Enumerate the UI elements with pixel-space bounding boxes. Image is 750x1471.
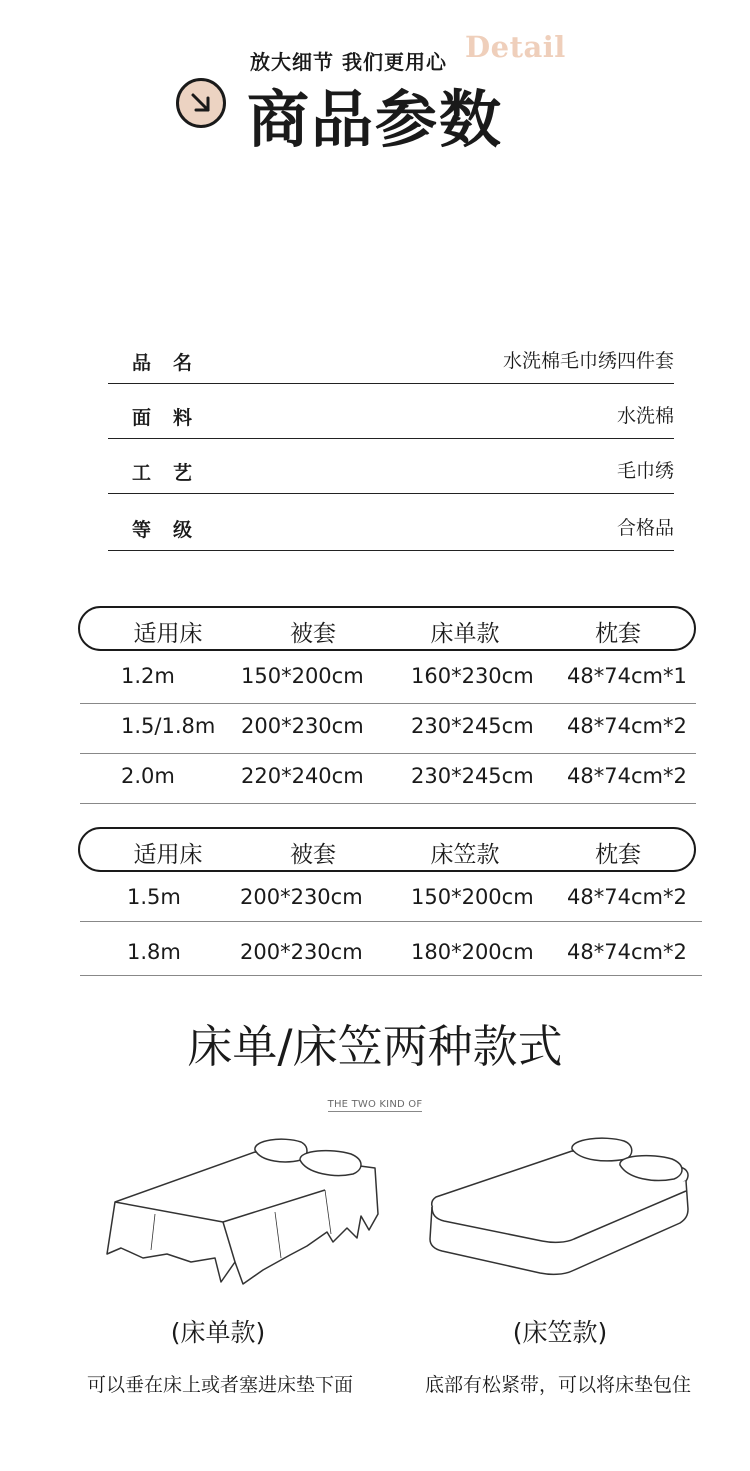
- fitted-sheet-label: (床笠款): [512, 1318, 608, 1347]
- table-row: [80, 753, 696, 804]
- flat-sheet-description: 可以垂在床上或者塞进床垫下面: [86, 1374, 353, 1396]
- info-value: 水洗棉: [616, 405, 674, 427]
- fitted-sheet-description: 底部有松紧带，可以将床垫包住: [424, 1374, 691, 1396]
- table-row: [80, 653, 696, 704]
- info-key: 等级: [132, 519, 215, 541]
- table-row: [80, 703, 696, 754]
- info-key: 品名: [132, 352, 215, 374]
- table-cell: 200*230cm: [240, 885, 363, 909]
- header-cell: 床单款: [430, 621, 500, 647]
- table-cell: 230*245cm: [411, 764, 534, 788]
- header-cell: 枕套: [595, 621, 641, 647]
- info-key: 工艺: [132, 462, 215, 484]
- table-cell: 150*200cm: [241, 664, 364, 688]
- info-row: [108, 327, 674, 384]
- header-cell: 适用床: [133, 842, 203, 868]
- table-cell: 48*74cm*2: [567, 940, 687, 964]
- detail-word: Detail: [465, 30, 566, 64]
- table-cell: 160*230cm: [411, 664, 534, 688]
- table-cell: 48*74cm*1: [567, 664, 687, 688]
- info-value: 毛巾绣: [616, 460, 674, 482]
- header-subtitle: 放大细节 我们更用心: [250, 50, 447, 74]
- table-cell: 1.8m: [127, 940, 181, 964]
- info-row: [108, 494, 674, 551]
- flat-sheet-bed-illustration: [95, 1130, 385, 1300]
- table-header: [78, 606, 696, 651]
- table-cell: 48*74cm*2: [567, 764, 687, 788]
- table-row: [80, 921, 702, 976]
- table-cell: 220*240cm: [241, 764, 364, 788]
- header-cell: 适用床: [133, 621, 203, 647]
- table-cell: 48*74cm*2: [567, 885, 687, 909]
- section-subtitle-text: THE TWO KIND OF: [327, 1099, 423, 1110]
- table-cell: 1.2m: [121, 664, 175, 688]
- table-cell: 1.5m: [127, 885, 181, 909]
- table-cell: 150*200cm: [411, 885, 534, 909]
- table-header: [78, 827, 696, 872]
- info-row: [108, 437, 674, 494]
- arrow-down-right-icon: [176, 78, 226, 128]
- header-cell: 被套: [290, 842, 336, 868]
- flat-sheet-label: (床单款): [170, 1318, 266, 1347]
- info-row: [108, 382, 674, 439]
- header-cell: 枕套: [595, 842, 641, 868]
- table-cell: 1.5/1.8m: [121, 714, 216, 738]
- fitted-sheet-bed-illustration: [422, 1135, 697, 1290]
- page-title: 商品参数: [247, 83, 504, 156]
- section-title: 床单/床笠两种款式: [187, 1020, 563, 1073]
- header-cell: 床笠款: [430, 842, 500, 868]
- table-cell: 180*200cm: [411, 940, 534, 964]
- table-cell: 2.0m: [121, 764, 175, 788]
- table-cell: 200*230cm: [241, 714, 364, 738]
- header-cell: 被套: [290, 621, 336, 647]
- section-subtitle: [0, 1099, 750, 1110]
- table-cell: 48*74cm*2: [567, 714, 687, 738]
- info-value: 水洗棉毛巾绣四件套: [502, 350, 674, 372]
- info-key: 面料: [132, 407, 215, 429]
- table-cell: 200*230cm: [240, 940, 363, 964]
- table-row: [80, 871, 702, 922]
- table-cell: 230*245cm: [411, 714, 534, 738]
- info-value: 合格品: [616, 517, 674, 539]
